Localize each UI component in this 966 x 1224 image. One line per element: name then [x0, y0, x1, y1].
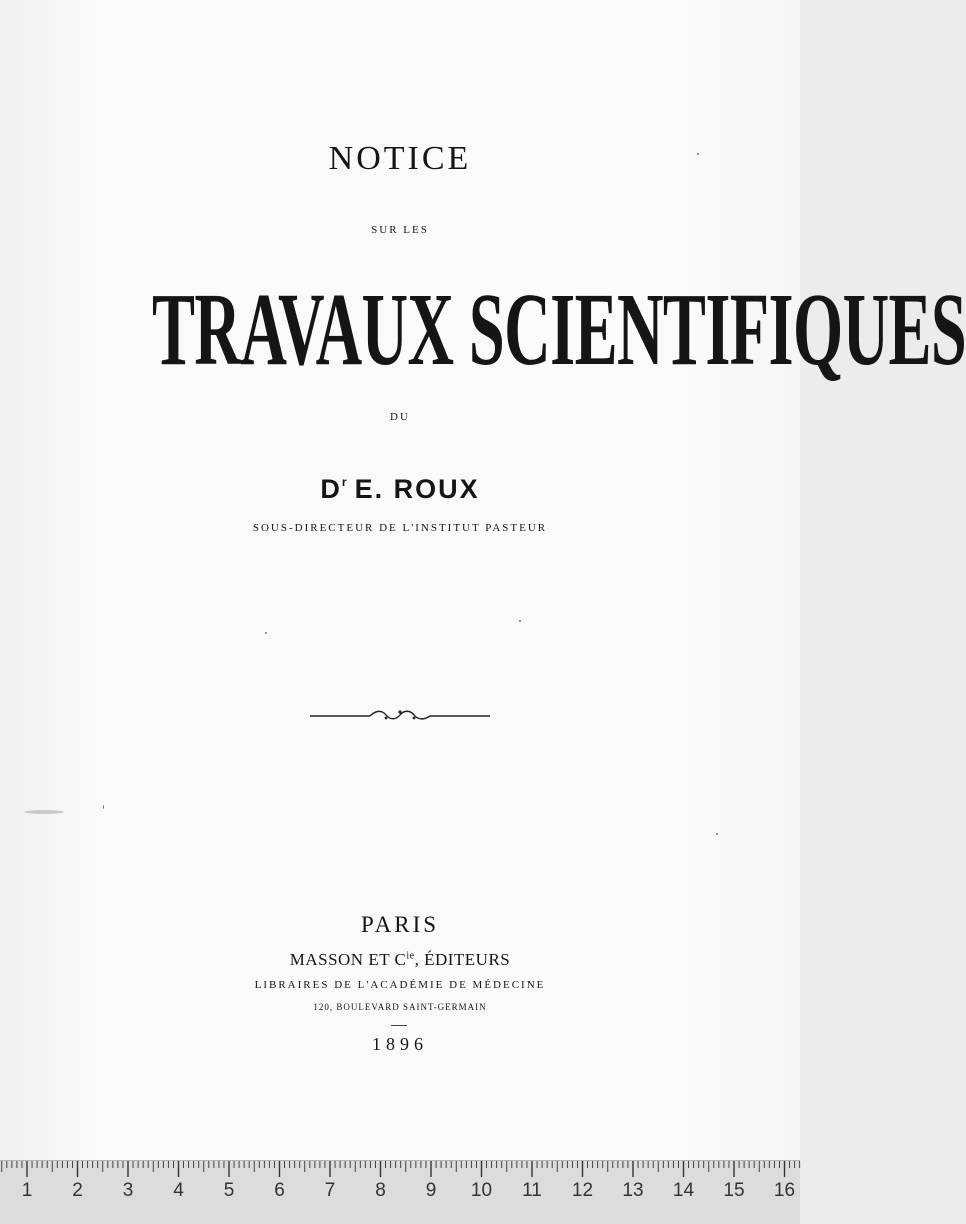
author-prefix: D [320, 474, 342, 504]
ruler-label: 15 [723, 1180, 745, 1201]
publication-city: PARIS [360, 912, 440, 937]
ruler-label: 3 [122, 1180, 134, 1201]
publisher-name [0, 950, 800, 970]
ruler-label: 9 [425, 1180, 437, 1201]
ruler-label: 11 [522, 1180, 542, 1201]
ruler-label: 10 [470, 1180, 493, 1201]
author-prefix-sup: r [341, 475, 349, 489]
short-rule [391, 1025, 407, 1026]
sur-les-text: SUR LES [371, 224, 429, 236]
ruler-label: 6 [274, 1180, 285, 1201]
publisher-tail: , ÉDITEURS [414, 950, 511, 969]
du-text: DU [390, 411, 410, 423]
publisher-address: 120, BOULEVARD SAINT-GERMAIN [313, 1002, 487, 1012]
ruler-label: 2 [72, 1180, 83, 1201]
libraires-line: LIBRAIRES DE L'ACADÉMIE DE MÉDECINE [254, 979, 546, 991]
author-role: SOUS-DIRECTEUR DE L'INSTITUT PASTEUR [252, 522, 548, 534]
ruler-label: 7 [324, 1180, 336, 1201]
paper-speck [265, 632, 267, 634]
author-name [0, 474, 800, 505]
publisher-main: MASSON ET C [289, 950, 407, 969]
ruler-label: 13 [622, 1180, 644, 1201]
paper-speck [716, 833, 718, 835]
ruler-label: 14 [672, 1180, 695, 1201]
ornament-divider [308, 706, 492, 726]
paper-smudge [24, 810, 64, 814]
ruler-label: 4 [173, 1180, 184, 1201]
ruler-label: 12 [571, 1180, 594, 1201]
publication-year: 1896 [372, 1034, 428, 1054]
paper-speck [697, 153, 699, 155]
author-name-text: E. ROUX [354, 474, 480, 504]
ruler-label: 8 [375, 1180, 386, 1201]
main-title: TRAVAUX SCIENTIFIQUES [152, 272, 966, 387]
ruler-label: 1 [21, 1180, 33, 1201]
publisher-sup: ie [406, 950, 415, 962]
paper-speck [519, 620, 521, 622]
paper-speck [103, 805, 104, 809]
ruler-label: 16 [773, 1180, 796, 1201]
notice-heading: NOTICE [328, 140, 472, 177]
ruler-label: 5 [223, 1180, 235, 1201]
